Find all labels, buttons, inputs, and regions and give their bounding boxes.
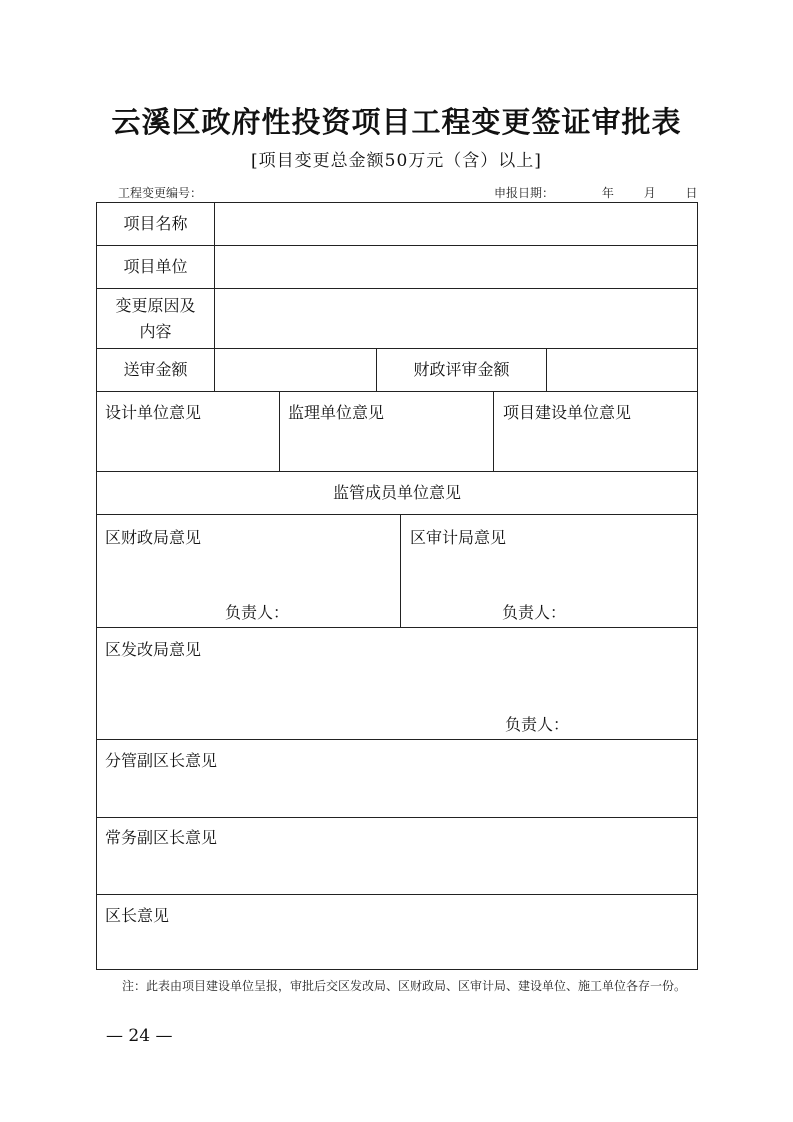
col-divider: [493, 391, 494, 471]
report-date: [494, 184, 698, 201]
report-date-label: 申报日期：: [494, 186, 555, 200]
deputy-in-charge-label: 分管副区长意见: [105, 751, 218, 770]
project-name-label: 项目名称: [123, 214, 188, 233]
page-title: 云溪区政府性投资项目工程变更签证审批表: [111, 105, 682, 139]
district-head-label: 区长意见: [105, 906, 170, 925]
row-divider: [97, 894, 697, 895]
submit-amount-field[interactable]: [215, 349, 376, 391]
drc-bureau-responsible: 负责人：: [505, 715, 570, 734]
approval-form-table: [96, 202, 698, 970]
project-unit-label: 项目单位: [123, 257, 188, 276]
executive-deputy-label: 常务副区长意见: [105, 828, 218, 847]
project-name-field[interactable]: [215, 203, 697, 245]
footnote: 注：此表由项目建设单位呈报，审批后交区发改局、区财政局、区审计局、建设单位、施工单位各存一份。: [122, 979, 687, 993]
change-no-label: 工程变更编号：: [118, 186, 203, 200]
change-reason-field[interactable]: [215, 289, 697, 348]
row-divider: [97, 391, 697, 392]
supervisory-members-heading: 监管成员单位意见: [332, 483, 461, 502]
year-label: 年: [601, 186, 614, 200]
construction-opinion-label: 项目建设单位意见: [503, 403, 632, 422]
row-divider: [97, 627, 697, 628]
project-unit-field[interactable]: [215, 246, 697, 288]
finance-bureau-label: 区财政局意见: [105, 528, 202, 547]
change-reason-label-line2: 内容: [139, 322, 172, 341]
change-reason-label-line1: 变更原因及: [115, 296, 196, 315]
finance-review-amount-field[interactable]: [547, 349, 697, 391]
row-divider: [97, 514, 697, 515]
finance-bureau-responsible: 负责人：: [225, 603, 290, 622]
col-divider: [400, 514, 401, 627]
drc-bureau-label: 区发改局意见: [105, 640, 202, 659]
page-number: — 24 —: [106, 1026, 173, 1046]
col-divider: [279, 391, 280, 471]
row-divider: [97, 739, 697, 740]
finance-review-amount-label: 财政评审金额: [413, 360, 510, 379]
change-reason-label: [97, 293, 214, 345]
page-subtitle: [项目变更总金额50万元（含）以上]: [251, 151, 542, 171]
audit-bureau-responsible: 负责人：: [502, 603, 567, 622]
month-label: 月: [643, 186, 656, 200]
day-label: 日: [685, 186, 698, 200]
row-divider: [97, 817, 697, 818]
row-divider: [97, 471, 697, 472]
design-opinion-label: 设计单位意见: [105, 403, 202, 422]
submit-amount-label: 送审金额: [123, 360, 188, 379]
audit-bureau-label: 区审计局意见: [410, 528, 507, 547]
supervision-opinion-label: 监理单位意见: [288, 403, 385, 422]
